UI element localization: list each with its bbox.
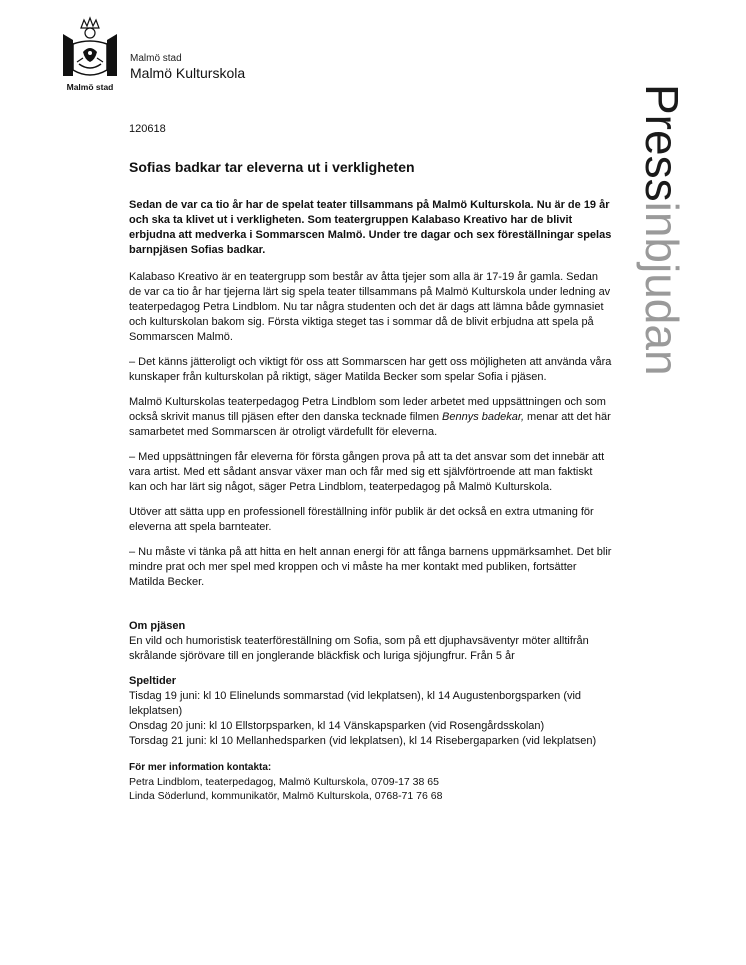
schedule-line: Onsdag 20 juni: kl 10 Ellstorpsparken, kl 14 Vänskapsparken (vid Rosengårdsskolan) [129, 720, 545, 732]
schedule-section [129, 674, 613, 749]
malmo-stad-logo [59, 14, 121, 92]
contact-section [129, 761, 613, 803]
about-section [129, 619, 613, 664]
film-title: Bennys badekar, [442, 411, 524, 423]
svg-text:Pressinbjudan [636, 84, 688, 376]
city-name: Malmö stad [130, 53, 182, 64]
organisation-block [130, 53, 245, 82]
body-paragraph-3 [129, 395, 613, 440]
school-name: Malmö Kulturskola [130, 65, 246, 81]
contact-line: Petra Lindblom, teaterpedagog, Malmö Kulturskola, 0709-17 38 65 [129, 776, 439, 788]
body-paragraph-1: Kalabaso Kreativo är en teatergrupp som består av åtta tjejer som alla är 17-19 år gamla. Sedan de var ca tio år har tjejerna lärt sig spela teater tillsammans på Malmö Kulturskola under ledning av teaterpedagog Petra Lindblom. Nu tar några studenten och det är dags att lämna både gymnasiet och kulturskolan bakom sig. Första viktiga steget tas i sommar då de blivit erbjudna att spela på Sommarscen Malmö. [129, 271, 611, 343]
release-title: Sofias badkar tar eleverna ut i verkligheten [129, 159, 415, 175]
schedule-line: Tisdag 19 juni: kl 10 Elinelunds sommarstad (vid lekplatsen), kl 14 Augustenborgsparken (vid lekplatsen) [129, 690, 582, 717]
body-paragraph-2: – Det känns jätteroligt och viktigt för oss att Sommarscen har gett oss möjligheten att använda våra kunskaper från kulturskolan på riktigt, säger Matilda Becker som spelar Sofia i pjäsen. [129, 356, 612, 383]
contact-line: Linda Söderlund, kommunikatör, Malmö Kulturskola, 0768-71 76 68 [129, 790, 443, 802]
body-paragraph-4: – Med uppsättningen får eleverna för första gången prova på att ta det ansvar som det innebär att vara artist. Med ett sådant ansvar växer man och får med sig ett självförtroende att man faktiskt kan och har lärt sig något, säger Petra Lindblom, teaterpedagog på Malmö Kulturskola. [129, 451, 605, 493]
lead-paragraph: Sedan de var ca tio år har de spelat teater tillsammans på Malmö Kulturskola. Nu är de 19 år och ska ta klivet ut i verkligheten. Som teatergruppen Kalabaso Kreativo har de blivit erbjudna att medverka i Sommarscen Malmö. Under tre dagar och sex föreställningar spelas barnpjäsen Sofias badkar. [129, 199, 612, 256]
side-label-invitation: inbjudan [636, 201, 688, 376]
press-release-body [129, 118, 613, 803]
contact-heading: För mer information kontakta: [129, 762, 272, 773]
logo-label: Malmö stad [66, 82, 114, 92]
paragraph-3-text-start: Malmö Kulturskolas teaterpedagog Petra Lindblom som leder arbetet med uppsättningen och som också skrivit manus till pjäsen efter den danska tecknade filmen [129, 396, 606, 423]
about-text: En vild och humoristisk teaterföreställning om Sofia, som på ett djuphavsäventyr möter alltifrån skrålande sjörövare till en jonglerande bläckfisk och luriga sjöjungfrur. Från 5 år [129, 635, 589, 662]
body-paragraph-5: Utöver att sätta upp en professionell föreställning inför publik är det också en extra utmaning för eleverna att spela barnteater. [129, 506, 594, 533]
schedule-heading: Speltider [129, 675, 177, 687]
griffin-crest-icon [59, 14, 121, 92]
paragraph-3-text-end: menar att det här samarbetet med Sommarscen är otroligt värdefullt för eleverna. [129, 411, 611, 438]
body-paragraph-6: – Nu måste vi tänka på att hitta en helt annan energi för att fånga barnens uppmärksamhet. Det blir mindre prat och mer spel med kroppen och vi måste ha mer kontakt med publiken, fortsätter Matilda Becker. [129, 546, 612, 588]
press-invitation-label [636, 84, 690, 424]
about-heading: Om pjäsen [129, 620, 186, 632]
side-label-press: Press [636, 84, 688, 202]
schedule-line: Torsdag 21 juni: kl 10 Mellanhedsparken (vid lekplatsen), kl 14 Risebergaparken (vid lekplatsen) [129, 735, 597, 747]
release-date: 120618 [129, 123, 166, 135]
